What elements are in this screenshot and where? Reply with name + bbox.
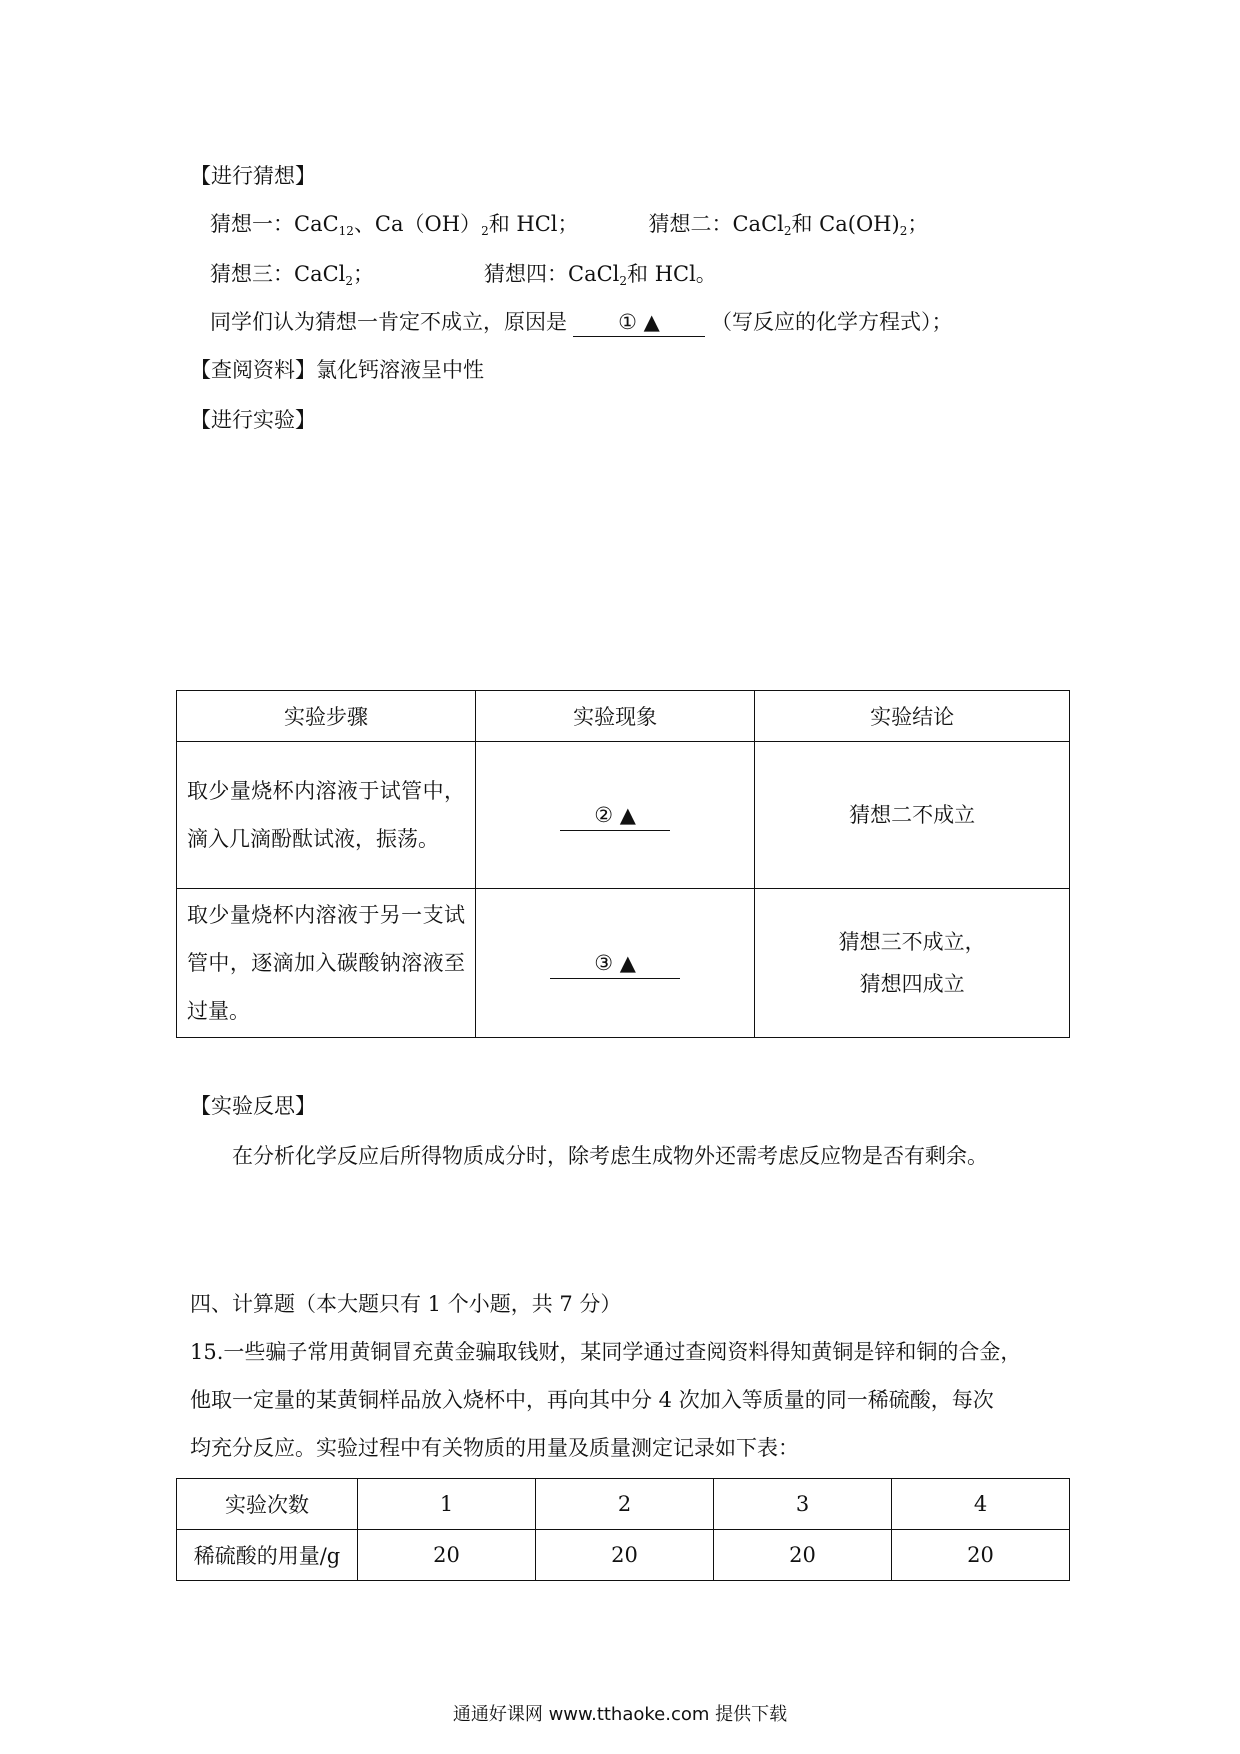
table-header: 实验结论 — [755, 691, 1070, 742]
calc-table — [176, 1478, 1070, 1581]
guess2-label: 猜想二： — [648, 212, 733, 236]
answer-blank-2[interactable]: ② ▲ — [560, 800, 670, 831]
reflection-text: 在分析化学反应后所得物质成分时，除考虑生成物外还需考虑反应物是否有剩余。 — [232, 1144, 988, 1168]
subscript: 2 — [619, 274, 628, 288]
experiment-conclusion — [755, 889, 1070, 1038]
question-15-line: 15.一些骗子常用黄铜冒充黄金骗取钱财，某同学通过查阅资料得知黄铜是锌和铜的合金， — [190, 1340, 1022, 1364]
lookup-text: 氯化钙溶液呈中性 — [316, 358, 484, 382]
table-cell: 4 — [892, 1479, 1070, 1530]
guess4-formula: CaCl — [568, 262, 620, 286]
experiment-conclusion — [755, 742, 1070, 889]
subscript: 12 — [338, 224, 354, 238]
experiment-heading: 【进行实验】 — [190, 408, 316, 432]
experiment-phenomenon-cell — [476, 742, 755, 889]
guess1-formula: 、Ca（OH） — [353, 212, 482, 236]
table-row — [177, 742, 1070, 889]
guess-line-3-4 — [210, 260, 717, 288]
answer-blank-3[interactable]: ③ ▲ — [550, 948, 680, 979]
experiment-step: 取少量烧杯内溶液于试管中，滴入几滴酚酞试液，振荡。 — [177, 742, 476, 889]
guess-line-1-2 — [210, 210, 928, 238]
conclusion-text: 猜想二不成立 — [849, 803, 976, 827]
guess3-formula: CaCl — [294, 262, 346, 286]
reflection-heading: 【实验反思】 — [190, 1094, 316, 1118]
table-row — [177, 1530, 1070, 1581]
table-header: 实验现象 — [476, 691, 755, 742]
experiment-phenomenon-cell — [476, 889, 755, 1038]
table-row — [177, 889, 1070, 1038]
reason-line — [210, 308, 953, 337]
subscript: 2 — [481, 224, 489, 238]
guess1-formula: 和 HCl； — [488, 212, 579, 236]
subscript: 2 — [783, 224, 792, 238]
row-label: 实验次数 — [177, 1479, 358, 1530]
answer-blank-1[interactable]: ① ▲ — [573, 308, 705, 337]
conclusion-text: 猜想三不成立， — [838, 930, 986, 954]
guess3-formula: ； — [353, 262, 375, 286]
conclusion-text: 猜想四成立 — [859, 972, 965, 996]
table-cell: 2 — [536, 1479, 714, 1530]
table-cell: 20 — [536, 1530, 714, 1581]
guess1-label: 猜想一： — [210, 212, 294, 236]
guess4-formula: 和 HCl。 — [627, 262, 717, 286]
table-cell: 20 — [892, 1530, 1070, 1581]
lookup-heading: 【查阅资料】 — [190, 358, 316, 382]
guess-heading: 【进行猜想】 — [190, 164, 316, 188]
reason-text: 同学们认为猜想一肯定不成立，原因是 — [210, 310, 567, 334]
table-cell: 20 — [358, 1530, 536, 1581]
table-row — [177, 1479, 1070, 1530]
table-cell: 3 — [714, 1479, 892, 1530]
subscript: 2 — [899, 224, 908, 238]
lookup-line — [190, 356, 484, 384]
row-label: 稀硫酸的用量/g — [177, 1530, 358, 1581]
guess2-formula: 和 Ca(OH) — [791, 212, 900, 236]
calc-heading: 四、计算题（本大题只有 1 个小题，共 7 分） — [190, 1292, 622, 1316]
table-header-row — [177, 691, 1070, 742]
page-footer: 通通好课网 www.tthaoke.com 提供下载 — [452, 1704, 788, 1725]
guess2-formula: CaCl — [732, 212, 784, 236]
guess1-formula: CaC — [294, 212, 339, 236]
table-header: 实验步骤 — [177, 691, 476, 742]
question-15-line: 他取一定量的某黄铜样品放入烧杯中，再向其中分 4 次加入等质量的同一稀硫酸，每次 — [190, 1388, 994, 1412]
reason-hint: （写反应的化学方程式）； — [711, 310, 953, 334]
guess4-label: 猜想四： — [484, 262, 569, 286]
table-cell: 1 — [358, 1479, 536, 1530]
question-15-line: 均充分反应。实验过程中有关物质的用量及质量测定记录如下表： — [190, 1436, 799, 1460]
guess2-formula: ； — [907, 212, 929, 236]
experiment-step: 取少量烧杯内溶液于另一支试管中，逐滴加入碳酸钠溶液至过量。 — [177, 889, 476, 1038]
guess3-label: 猜想三： — [210, 262, 294, 286]
table-cell: 20 — [714, 1530, 892, 1581]
experiment-table — [176, 690, 1070, 1038]
subscript: 2 — [345, 274, 354, 288]
